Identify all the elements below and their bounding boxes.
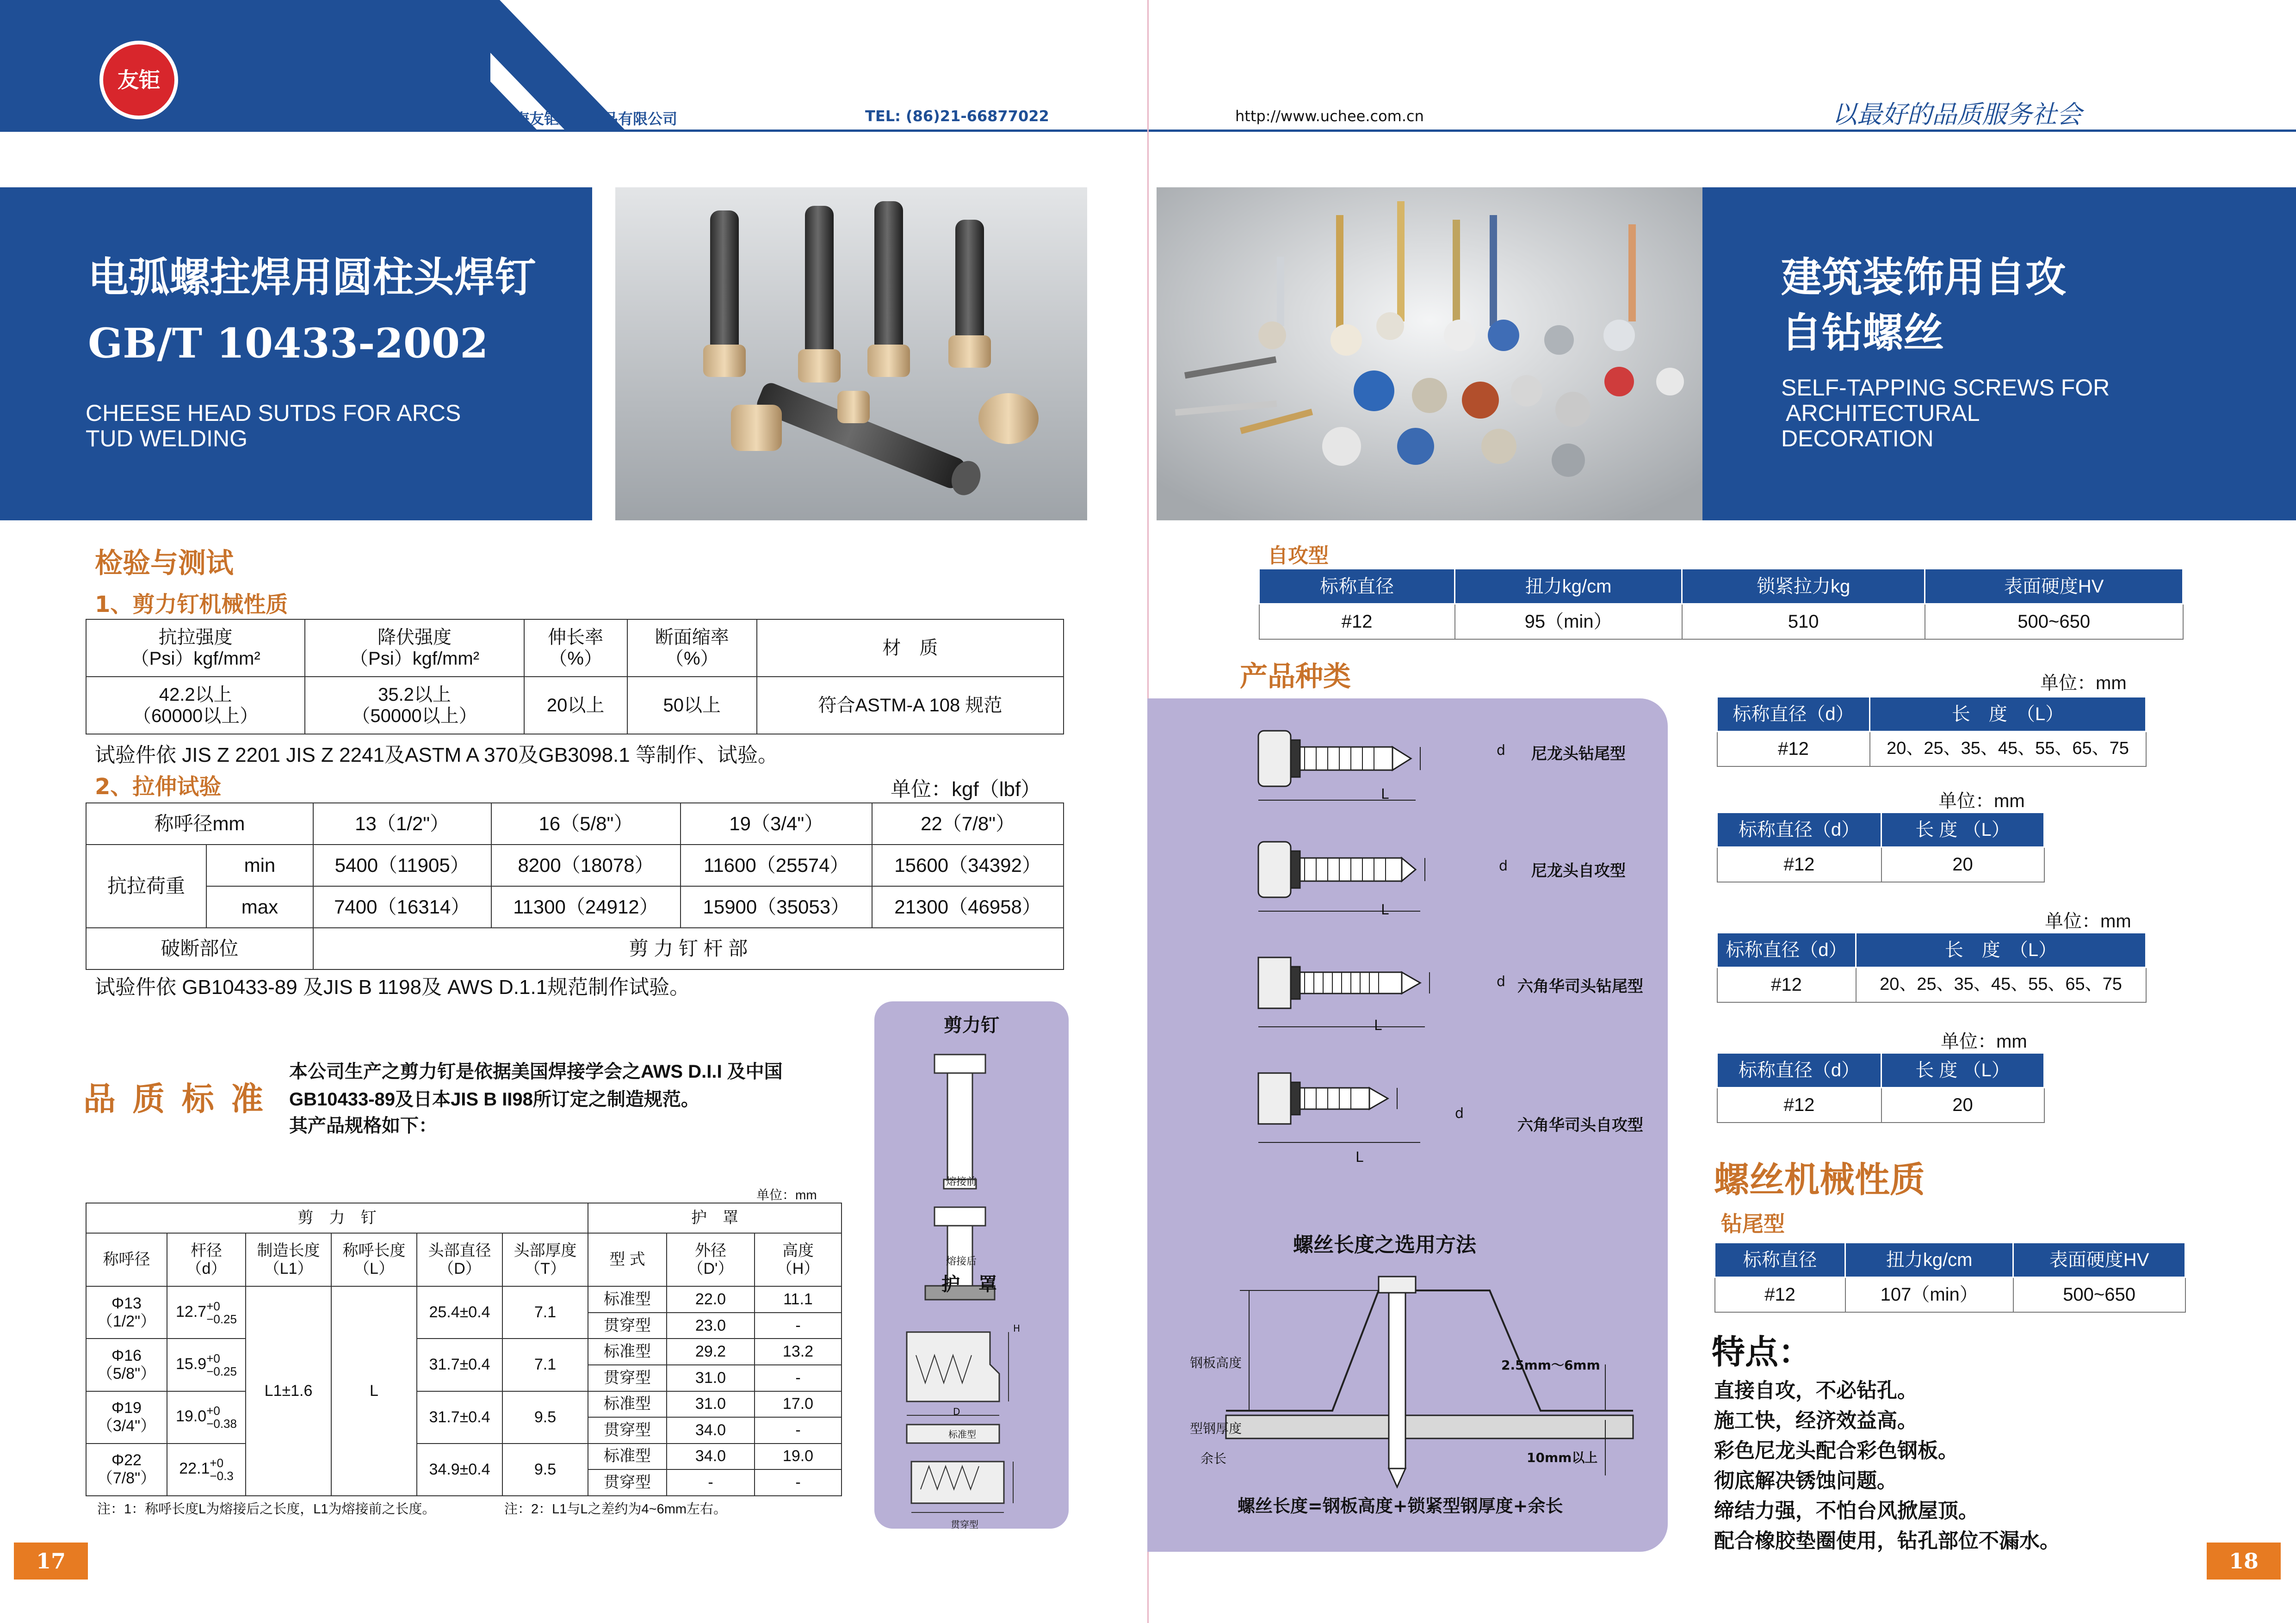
spec-Dp: 31.0: [667, 1365, 755, 1391]
spec-h-Dp: 外径 （D'）: [667, 1233, 755, 1286]
spec-type: 标准型: [588, 1444, 667, 1470]
spec-group-stud: 剪 力 钉: [86, 1203, 588, 1233]
inspection-sub2: 2、拉伸试验: [95, 774, 222, 800]
tensile-min-22: 15600（34392）: [872, 845, 1064, 886]
size-2-L: 20: [1881, 847, 2044, 882]
tensile-h4: 22（7/8"）: [872, 803, 1064, 845]
tensile-min-13: 5400（11905）: [313, 845, 491, 886]
mech-v-reduction: 50以上: [627, 677, 757, 734]
size-4-h1: 标称直径（d）: [1717, 1053, 1881, 1088]
self-tap-v2: 95（min）: [1455, 604, 1682, 639]
spec-H: 19.0: [755, 1444, 842, 1470]
screw-type-1: 尼龙头钻尾型: [1531, 745, 1626, 763]
mech-table: [1714, 1242, 2186, 1313]
screw-dim-d-1: d: [1497, 742, 1506, 759]
mech-sub: 钻尾型: [1721, 1211, 1785, 1236]
spec-name-16: Φ16 （5/8"）: [86, 1339, 167, 1391]
self-tap-h4: 表面硬度HV: [1925, 569, 2183, 604]
mech-h-material: 材 质: [757, 619, 1064, 677]
quality-desc-2: GB10433-89及日本JIS B II98所订定之制造规范。: [289, 1089, 699, 1110]
tensile-load-label: 抗拉荷重: [86, 845, 206, 928]
left-band-en-1: CHEESE HEAD SUTDS FOR ARCS: [86, 400, 461, 426]
spec-Dp: 31.0: [667, 1391, 755, 1418]
mech-v3: 500~650: [2013, 1277, 2185, 1312]
spec-H: -: [755, 1313, 842, 1339]
mech-property-table: [86, 619, 1064, 734]
selection-formula: 螺丝长度=钢板高度+锁紧型钢厚度+余长: [1238, 1496, 1563, 1516]
header-tel: TEL: (86)21-66877022: [865, 107, 1049, 125]
screw-dim-L-2: L: [1381, 902, 1389, 918]
mech-h2: 扭力kg/cm: [1845, 1243, 2013, 1277]
mech-heading: 螺丝机械性质: [1714, 1159, 1925, 1200]
spec-Dp: 34.0: [667, 1444, 755, 1470]
page-number-right: 18: [2207, 1543, 2281, 1580]
mech-h-elongation: 伸长率 （%）: [524, 619, 627, 677]
size-4-d: #12: [1717, 1088, 1881, 1123]
quality-desc-1: 本公司生产之剪力钉是依据美国焊接学会之AWS D.I.I 及中国: [289, 1061, 783, 1082]
feature-item: 直接自攻，不必钻孔。: [1714, 1379, 1918, 1402]
self-tap-v1: #12: [1259, 604, 1455, 639]
label-thickness: 型钢厚度: [1190, 1421, 1242, 1436]
stud-panel-title: 剪力钉: [944, 1015, 999, 1036]
screw-dim-L-1: L: [1381, 786, 1389, 802]
left-band-en-2: TUD WELDING: [86, 426, 248, 451]
spec-h-d: 杆径 （d）: [167, 1233, 246, 1286]
size-table-1: [1716, 696, 2147, 767]
mech-v2: 107（min）: [1845, 1277, 2013, 1312]
self-tap-v4: 500~650: [1925, 604, 2183, 639]
spec-T-22: 9.5: [502, 1444, 588, 1496]
spec-d-22: 22.1 +0 −0.3: [167, 1444, 246, 1496]
inspection-note1: 试验件依 JIS Z 2201 JIS Z 2241及ASTM A 370及GB3098.1 等制作、试验。: [95, 744, 778, 766]
spec-h-T: 头部厚度 （T）: [502, 1233, 588, 1286]
size-2-d: #12: [1717, 847, 1881, 882]
size-2-h2: 长 度 （L）: [1881, 813, 2044, 847]
spec-h-H: 高度 （H）: [755, 1233, 842, 1286]
size-3-h2: 长 度 （L）: [1856, 933, 2146, 968]
spec-type: 贯穿型: [588, 1365, 667, 1391]
spec-row: [86, 1339, 842, 1365]
spec-name-19: Φ19 （3/4"）: [86, 1391, 167, 1444]
tensile-h2: 16（5/8"）: [491, 803, 681, 845]
screw-type-2: 尼龙头自攻型: [1531, 862, 1626, 880]
spec-name-13: Φ13 （1/2"）: [86, 1286, 167, 1339]
screw-dim-L-4: L: [1355, 1149, 1363, 1166]
feature-item: 配合橡胶垫圈使用，钻孔部位不漏水。: [1714, 1530, 2060, 1552]
screw-dim-d-3: d: [1497, 974, 1506, 990]
mech-h-tensile: 抗拉强度 （Psi）kgf/mm²: [86, 619, 305, 677]
spec-footnote-2: 注：2：L1与L之差约为4~6mm左右。: [504, 1502, 727, 1517]
tensile-max-19: 15900（35053）: [681, 886, 872, 928]
products-heading: 产品种类: [1240, 660, 1351, 693]
right-band-en-1: SELF-TAPPING SCREWS FOR: [1781, 375, 2110, 401]
mech-h-reduction: 断面缩率 （%）: [627, 619, 757, 677]
page-number-left: 17: [14, 1543, 88, 1580]
spec-H: 13.2: [755, 1339, 842, 1365]
screw-type-3: 六角华司头钻尾型: [1517, 977, 1643, 996]
mech-h-yield: 降伏强度 （Psi）kgf/mm²: [305, 619, 524, 677]
tensile-break-label: 破断部位: [86, 928, 313, 969]
spec-T-19: 9.5: [502, 1391, 588, 1444]
stud-photo: [615, 187, 1087, 520]
tensile-h3: 19（3/4"）: [681, 803, 872, 845]
size-1-h1: 标称直径（d）: [1717, 697, 1870, 732]
size-1-d: #12: [1717, 732, 1870, 766]
selection-title: 螺丝长度之选用方法: [1293, 1233, 1476, 1257]
spec-H: 11.1: [755, 1286, 842, 1313]
self-tap-label: 自攻型: [1268, 544, 1329, 568]
size-unit-3: 单位：mm: [2045, 911, 2131, 932]
spec-H: -: [755, 1417, 842, 1444]
spec-type: 标准型: [588, 1339, 667, 1365]
left-band-standard: GB/T 10433-2002: [88, 319, 489, 367]
spec-L1: L1±1.6: [246, 1286, 331, 1496]
quality-heading: 品 质 标 准: [83, 1080, 266, 1118]
size-3-h1: 标称直径（d）: [1717, 933, 1856, 968]
spec-d-16: 15.9 +0 −0.25: [167, 1339, 246, 1391]
inspection-heading: 检验与测试: [95, 547, 234, 580]
spec-T-13: 7.1: [502, 1286, 588, 1339]
spec-h-name: 称呼径: [86, 1233, 167, 1286]
stud-label-after: 熔接后: [946, 1256, 977, 1267]
self-tap-v3: 510: [1682, 604, 1925, 639]
tensile-min-16: 8200（18078）: [491, 845, 681, 886]
spec-Dp: 23.0: [667, 1313, 755, 1339]
spec-h-D: 头部直径 （D）: [417, 1233, 502, 1286]
size-3-L: 20、25、35、45、55、65、75: [1856, 968, 2146, 1002]
spec-Dp: 22.0: [667, 1286, 755, 1313]
spec-Dp: 34.0: [667, 1417, 755, 1444]
inspection-note2: 试验件依 GB10433-89 及JIS B 1198及 AWS D.1.1规范制作试验。: [95, 976, 690, 999]
spec-H: 17.0: [755, 1391, 842, 1418]
spec-T-16: 7.1: [502, 1339, 588, 1391]
screw-photo: [1157, 187, 1702, 520]
tensile-table: [86, 802, 1064, 970]
right-band-en-3: DECORATION: [1781, 426, 1934, 451]
tensile-unit: 单位：kgf（lbf）: [891, 778, 1041, 801]
ferrule-label-standard: 标准型: [948, 1429, 976, 1440]
mech-v-tensile: 42.2以上 （60000以上）: [86, 677, 305, 734]
spec-d-19: 19.0 +0 −0.38: [167, 1391, 246, 1444]
label-margin: 余长: [1201, 1451, 1227, 1466]
self-tap-h2: 扭力kg/cm: [1455, 569, 1682, 604]
spec-H: -: [755, 1469, 842, 1496]
left-band-title: 电弧螺拄焊用圆柱头焊钉: [88, 253, 536, 301]
size-1-h2: 长 度 （L）: [1870, 697, 2146, 732]
self-tap-table: [1258, 568, 2184, 640]
screw-dim-L-3: L: [1374, 1018, 1382, 1034]
spec-D-19: 31.7±0.4: [417, 1391, 502, 1444]
tensile-h1: 13（1/2"）: [313, 803, 491, 845]
right-band-en-2: ARCHITECTURAL: [1786, 400, 1980, 426]
tensile-max-13: 7400（16314）: [313, 886, 491, 928]
tensile-max-22: 21300（46958）: [872, 886, 1064, 928]
spec-row: [86, 1286, 842, 1313]
ferrule-dim-D: D: [953, 1406, 960, 1417]
spec-type: 贯穿型: [588, 1313, 667, 1339]
ferrule-label-through: 贯穿型: [951, 1519, 978, 1530]
mech-v-elongation: 20以上: [524, 677, 627, 734]
size-table-3: [1716, 932, 2147, 1003]
spec-row: [86, 1391, 842, 1418]
right-band-title-2: 自钻螺丝: [1781, 309, 1944, 357]
spec-Dp: -: [667, 1469, 755, 1496]
quality-desc-3: 其产品规格如下：: [289, 1116, 437, 1136]
inspection-sub1: 1、剪力钉机械性质: [95, 592, 288, 617]
spec-type: 贯穿型: [588, 1469, 667, 1496]
size-table-2: [1716, 812, 2045, 882]
feature-item: 彩色尼龙头配合彩色钢板。: [1714, 1439, 1958, 1462]
spec-type: 标准型: [588, 1286, 667, 1313]
spec-D-13: 25.4±0.4: [417, 1286, 502, 1339]
mech-v1: #12: [1715, 1277, 1845, 1312]
label-plate-height: 钢板高度: [1190, 1355, 1242, 1370]
spec-Dp: 29.2: [667, 1339, 755, 1365]
tensile-h0: 称呼径mm: [86, 803, 313, 845]
spec-D-16: 31.7±0.4: [417, 1339, 502, 1391]
tensile-min-label: min: [206, 845, 313, 886]
spec-type: 标准型: [588, 1391, 667, 1418]
size-unit-4: 单位：mm: [1941, 1031, 2027, 1052]
mech-v-yield: 35.2以上 （50000以上）: [305, 677, 524, 734]
size-4-h2: 长 度 （L）: [1881, 1053, 2044, 1088]
spec-L: L: [331, 1286, 417, 1496]
tensile-min-19: 11600（25574）: [681, 845, 872, 886]
size-unit-1: 单位：mm: [2040, 673, 2127, 693]
size-unit-2: 单位：mm: [1938, 791, 2025, 811]
spec-h-L: 称呼长度 （L）: [331, 1233, 417, 1286]
size-1-L: 20、25、35、45、55、65、75: [1870, 732, 2146, 766]
spec-h-type: 型 式: [588, 1233, 667, 1286]
tensile-max-16: 11300（24912）: [491, 886, 681, 928]
logo: [99, 41, 178, 119]
spec-D-22: 34.9±0.4: [417, 1444, 502, 1496]
feature-item: 缔结力强，不怕台风掀屋顶。: [1714, 1500, 1979, 1522]
size-table-4: [1716, 1052, 2045, 1123]
size-4-L: 20: [1881, 1088, 2044, 1123]
size-3-d: #12: [1717, 968, 1856, 1002]
mech-v-material: 符合ASTM-A 108 规范: [757, 677, 1064, 734]
spec-footnote-1: 注：1：称呼长度L为熔接后之长度，L1为熔接前之长度。: [97, 1502, 436, 1517]
spec-h-L1: 制造长度 （L1）: [246, 1233, 331, 1286]
right-band-title-1: 建筑装饰用自攻: [1781, 253, 2067, 301]
spec-type: 贯穿型: [588, 1417, 667, 1444]
label-range: 2.5mm～6mm: [1501, 1358, 1600, 1373]
spec-group-ferrule: 护 罩: [588, 1203, 842, 1233]
feature-item: 施工快，经济效益高。: [1714, 1409, 1918, 1432]
ferrule-dim-H: H: [1013, 1323, 1021, 1334]
spec-H: -: [755, 1365, 842, 1391]
logo-text: 友钜: [118, 68, 160, 93]
screw-type-4: 六角华司头自攻型: [1517, 1116, 1643, 1135]
feature-item: 彻底解决锈蚀问题。: [1714, 1469, 1897, 1492]
header-slogan: 以最好的品质服务社会: [1832, 100, 2082, 129]
tensile-break-value: 剪 力 钉 杆 部: [313, 928, 1064, 969]
header-url: http://www.uchee.com.cn: [1235, 107, 1424, 125]
header-company: 上海友钜五金制品有限公司: [500, 110, 678, 128]
screw-dim-d-4: d: [1455, 1105, 1464, 1122]
mech-h3: 表面硬度HV: [2013, 1243, 2185, 1277]
spec-name-22: Φ22 （7/8"）: [86, 1444, 167, 1496]
spec-table: [86, 1203, 842, 1496]
label-10mm: 10mm以上: [1527, 1450, 1598, 1465]
screw-dim-d-2: d: [1499, 858, 1508, 874]
self-tap-h1: 标称直径: [1259, 569, 1455, 604]
size-2-h1: 标称直径（d）: [1717, 813, 1881, 847]
stud-label-before: 熔接前: [946, 1176, 977, 1188]
spec-d-13: 12.7 +0 −0.25: [167, 1286, 246, 1339]
features-heading: 特点：: [1712, 1333, 1812, 1371]
spec-row: [86, 1444, 842, 1470]
ferrule-panel-title: 护 罩: [941, 1274, 997, 1295]
self-tap-h3: 锁紧拉力kg: [1682, 569, 1925, 604]
mech-h1: 标称直径: [1715, 1243, 1845, 1277]
tensile-max-label: max: [206, 886, 313, 928]
quality-unit: 单位：mm: [756, 1188, 817, 1202]
